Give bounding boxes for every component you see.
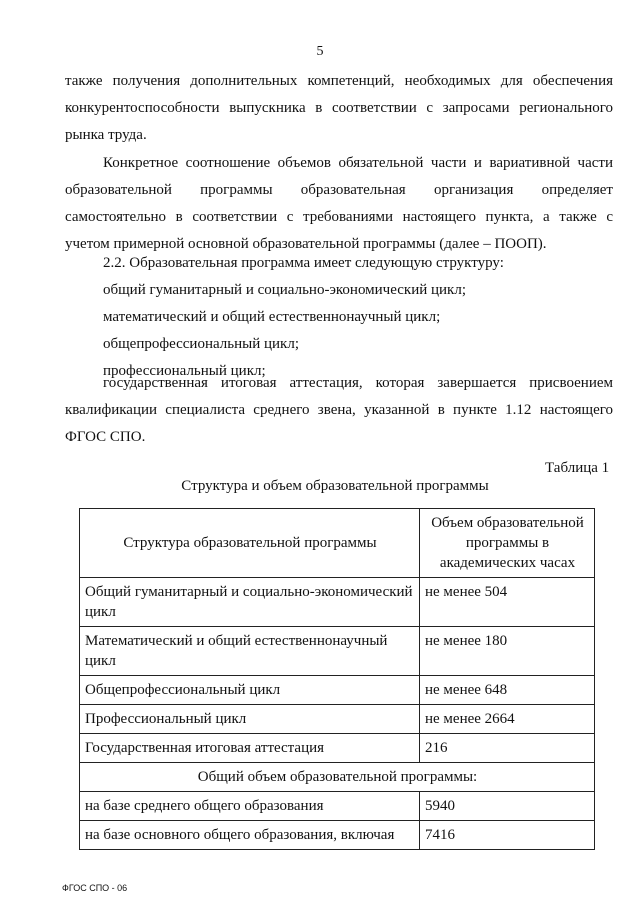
text-line: государственная итоговая аттестация, которая завершается присвоением	[103, 375, 613, 391]
row-value: не менее 180	[420, 627, 595, 676]
table-total-heading-row	[80, 763, 595, 792]
row-value: 5940	[420, 792, 595, 821]
table-row	[80, 734, 595, 763]
text-line: учетом примерной основной образовательной программы (далее – ПООП).	[65, 236, 547, 252]
table-row	[80, 705, 595, 734]
structure-table	[79, 508, 595, 850]
list-item: математический и общий естественнонаучный цикл;	[103, 309, 441, 325]
list-item: общепрофессиональный цикл;	[103, 336, 299, 352]
row-value: 7416	[420, 821, 595, 850]
text-line: самостоятельно в соответствии с требованиями настоящего пункта, а также с	[65, 209, 613, 225]
row-name: Математический и общий естественнонаучный цикл	[80, 627, 420, 676]
text-line: конкурентоспособности выпускника в соответствии с запросами регионального	[65, 100, 613, 116]
text-line: квалификации специалиста среднего звена, указанной в пункте 1.12 настоящего	[65, 402, 613, 418]
text-line: ФГОС СПО.	[65, 429, 146, 445]
row-name: Общепрофессиональный цикл	[80, 676, 420, 705]
table-row	[80, 627, 595, 676]
row-value: не менее 648	[420, 676, 595, 705]
paragraph-4	[65, 370, 613, 451]
row-name: Государственная итоговая аттестация	[80, 734, 420, 763]
section-heading: 2.2. Образовательная программа имеет следующую структуру:	[103, 255, 504, 271]
paragraph-1	[65, 68, 613, 149]
list-item: профессиональный цикл;	[103, 363, 266, 379]
text-line: рынка труда.	[65, 127, 147, 143]
structure-list	[65, 250, 613, 385]
row-name: Профессиональный цикл	[80, 705, 420, 734]
header-volume: Объем образовательной программы в академических часах	[420, 509, 595, 578]
table-row	[80, 676, 595, 705]
total-label: Общий объем образовательной программы:	[80, 763, 595, 792]
header-structure: Структура образовательной программы	[80, 509, 420, 578]
row-name: на базе среднего общего образования	[80, 792, 420, 821]
row-value: не менее 2664	[420, 705, 595, 734]
list-item: общий гуманитарный и социально-экономический цикл;	[103, 282, 466, 298]
row-value: не менее 504	[420, 578, 595, 627]
table-title: Структура и объем образовательной программы	[181, 478, 489, 494]
footer-code: ФГОС СПО - 06	[62, 883, 128, 893]
text-line: Конкретное соотношение объемов обязательной части и вариативной части	[103, 155, 613, 171]
page-number: 5	[316, 44, 324, 59]
table-header-row	[80, 509, 595, 578]
table-label: Таблица 1	[545, 460, 610, 476]
row-name: Общий гуманитарный и социально-экономический цикл	[80, 578, 420, 627]
table-row	[80, 821, 595, 850]
row-value: 216	[420, 734, 595, 763]
text-line: образовательной программы образовательная организация определяет	[65, 182, 613, 198]
paragraph-2	[65, 150, 613, 258]
table-row	[80, 578, 595, 627]
table-row	[80, 792, 595, 821]
row-name: на базе основного общего образования, включая	[80, 821, 420, 850]
text-line: также получения дополнительных компетенций, необходимых для обеспечения	[65, 73, 613, 89]
